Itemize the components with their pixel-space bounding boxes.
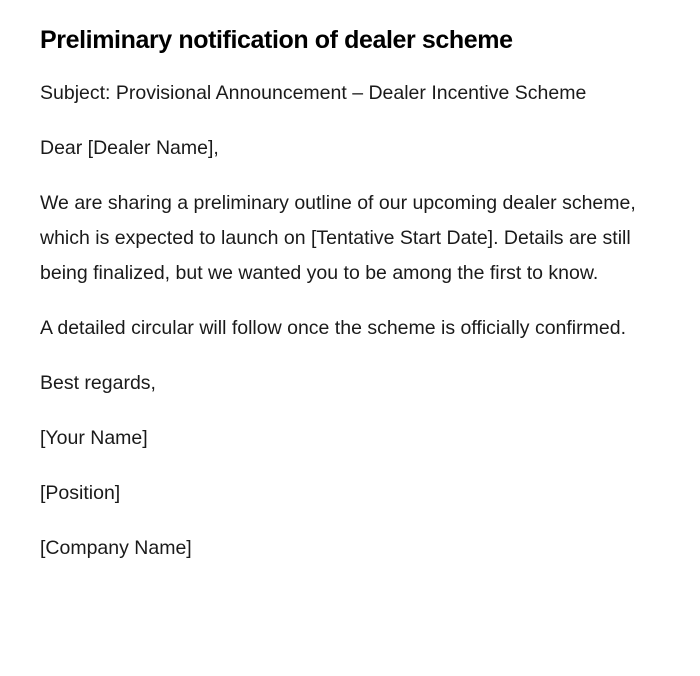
salutation: Dear [Dealer Name],: [40, 137, 219, 159]
document-title: Preliminary notification of dealer scheme: [40, 26, 513, 54]
body-paragraph-1: We are sharing a preliminary outline of our upcoming dealer scheme, which is expected to launch on [Tentative Start Date]. Details are still being finalized, but we wanted you to be among the first to know.: [40, 192, 636, 284]
closing: Best regards,: [40, 372, 156, 394]
signature-company: [Company Name]: [40, 537, 192, 559]
document-page: [40, 22, 655, 586]
subject-line: Subject: Provisional Announcement – Dealer Incentive Scheme: [40, 82, 587, 104]
signature-name: [Your Name]: [40, 427, 148, 449]
body-paragraph-2: A detailed circular will follow once the scheme is officially confirmed.: [40, 317, 626, 339]
signature-position: [Position]: [40, 482, 121, 504]
